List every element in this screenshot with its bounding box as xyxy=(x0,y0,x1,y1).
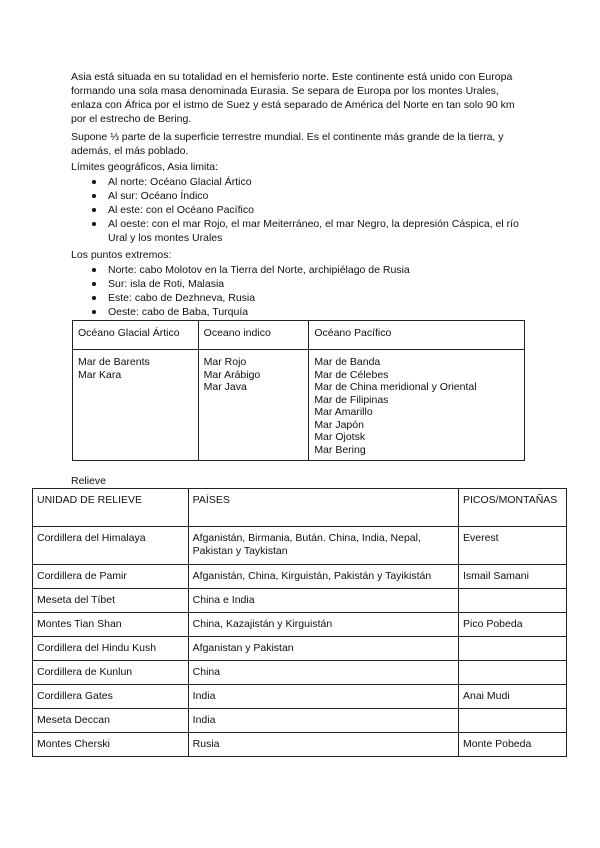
table-cell: India xyxy=(188,685,458,709)
table-header-row xyxy=(73,321,525,350)
table-row xyxy=(33,527,567,565)
sea-name: Mar Bering xyxy=(314,443,366,456)
table-cell xyxy=(459,637,567,661)
table-cell: Cordillera del Himalaya xyxy=(33,527,189,565)
table-header-cell: UNIDAD DE RELIEVE xyxy=(33,489,189,527)
table-row xyxy=(73,350,525,461)
limits-list xyxy=(71,175,531,245)
indian-seas-cell xyxy=(198,350,309,461)
arctic-seas-cell xyxy=(73,350,199,461)
sea-name: Mar de Barents xyxy=(78,356,150,368)
seas-table xyxy=(72,320,525,461)
table-cell: Meseta del Tíbet xyxy=(33,589,189,613)
table-cell: China, Kazajistán y Kirguistán xyxy=(188,613,458,637)
list-item: Oeste: cabo de Baba, Turquía xyxy=(71,305,531,319)
table-row xyxy=(33,733,567,757)
list-item: Al norte: Océano Glacial Ártico xyxy=(71,175,531,189)
table-header-cell: Oceano indico xyxy=(198,321,309,350)
intro-paragraph: Asia está situada en su totalidad en el hemisferio norte. Este continente está unido con Europa formando una sola masa denominada Eurasia. Se separa de Europa por los montes Urales, enlaza con África por el istmo de Suez y está separado de América del Norte en tan solo 90 km por el estrecho de Bering. xyxy=(71,71,515,125)
list-item: Al oeste: con el mar Rojo, el mar Meiterráneo, el mar Negro, la depresión Cáspica, el río Ural y los montes Urales xyxy=(71,217,531,245)
list-item: Sur: isla de Roti, Malasia xyxy=(71,277,531,291)
extremes-heading: Los puntos extremos: xyxy=(71,249,172,261)
table-cell: India xyxy=(188,709,458,733)
sea-name: Mar de Banda xyxy=(314,356,381,368)
table-cell: Afganistan y Pakistan xyxy=(188,637,458,661)
table-cell: Montes Tian Shan xyxy=(33,613,189,637)
list-item: Este: cabo de Dezhneva, Rusia xyxy=(71,291,531,305)
extremes-list xyxy=(71,263,531,319)
table-cell: Cordillera de Pamir xyxy=(33,565,189,589)
table-cell xyxy=(459,709,567,733)
table-cell: Monte Pobeda xyxy=(459,733,567,757)
list-item: Norte: cabo Molotov en la Tierra del Norte, archipiélago de Rusia xyxy=(71,263,531,277)
table-cell: Cordillera de Kunlun xyxy=(33,661,189,685)
sea-name: Mar Amarillo xyxy=(314,406,373,418)
table-header-cell: PICOS/MONTAÑAS xyxy=(459,489,567,527)
sea-name: Mar de Filipinas xyxy=(314,393,389,406)
table-cell: Cordillera Gates xyxy=(33,685,189,709)
sea-name: Mar de China meridional y Oriental xyxy=(314,381,477,393)
table-cell: Afganistán, Birmania, Bután. China, India, Nepal, Pakistan y Taykistan xyxy=(188,527,458,565)
table-cell: China e India xyxy=(188,589,458,613)
table-cell: Afganistán, China, Kirguistán, Pakistán y Tayikistán xyxy=(188,565,458,589)
relief-table xyxy=(32,488,567,757)
pacific-seas-cell xyxy=(309,350,525,461)
table-cell: China xyxy=(188,661,458,685)
sea-name: Mar Java xyxy=(203,381,247,393)
table-header-cell: PAÍSES xyxy=(188,489,458,527)
table-row xyxy=(33,637,567,661)
table-row xyxy=(33,709,567,733)
table-cell xyxy=(459,589,567,613)
table-row xyxy=(33,661,567,685)
table-cell: Pico Pobeda xyxy=(459,613,567,637)
table-row xyxy=(33,685,567,709)
list-item: Al este: con el Océano Pacífico xyxy=(71,203,531,217)
table-cell: Everest xyxy=(459,527,567,565)
limits-heading: Límites geográficos, Asia limita: xyxy=(71,161,219,173)
table-cell xyxy=(459,661,567,685)
table-cell: Cordillera del Hindu Kush xyxy=(33,637,189,661)
table-cell: Anai Mudi xyxy=(459,685,567,709)
sea-name: Mar de Célebes xyxy=(314,368,389,381)
table-cell: Meseta Deccan xyxy=(33,709,189,733)
table-cell: Ismail Samani xyxy=(459,565,567,589)
sea-name: Mar Arábigo xyxy=(203,368,261,381)
list-item: Al sur: Océano Índico xyxy=(71,189,531,203)
table-header-cell: Océano Pacífico xyxy=(309,321,525,350)
table-header-cell: Océano Glacial Ártico xyxy=(73,321,199,350)
table-cell: Montes Cherski xyxy=(33,733,189,757)
sea-name: Mar Japón xyxy=(314,418,364,431)
table-row xyxy=(33,613,567,637)
sea-name: Mar Ojotsk xyxy=(314,431,366,443)
table-cell: Rusia xyxy=(188,733,458,757)
area-paragraph: Supone ⅓ parte de la superficie terrestre mundial. Es el continente más grande de la tierra, y además, el más poblado. xyxy=(71,131,504,157)
table-header-row xyxy=(33,489,567,527)
sea-name: Mar Rojo xyxy=(203,356,247,368)
table-row xyxy=(33,565,567,589)
relieve-label: Relieve xyxy=(71,475,107,487)
sea-name: Mar Kara xyxy=(78,368,122,381)
table-row xyxy=(33,589,567,613)
